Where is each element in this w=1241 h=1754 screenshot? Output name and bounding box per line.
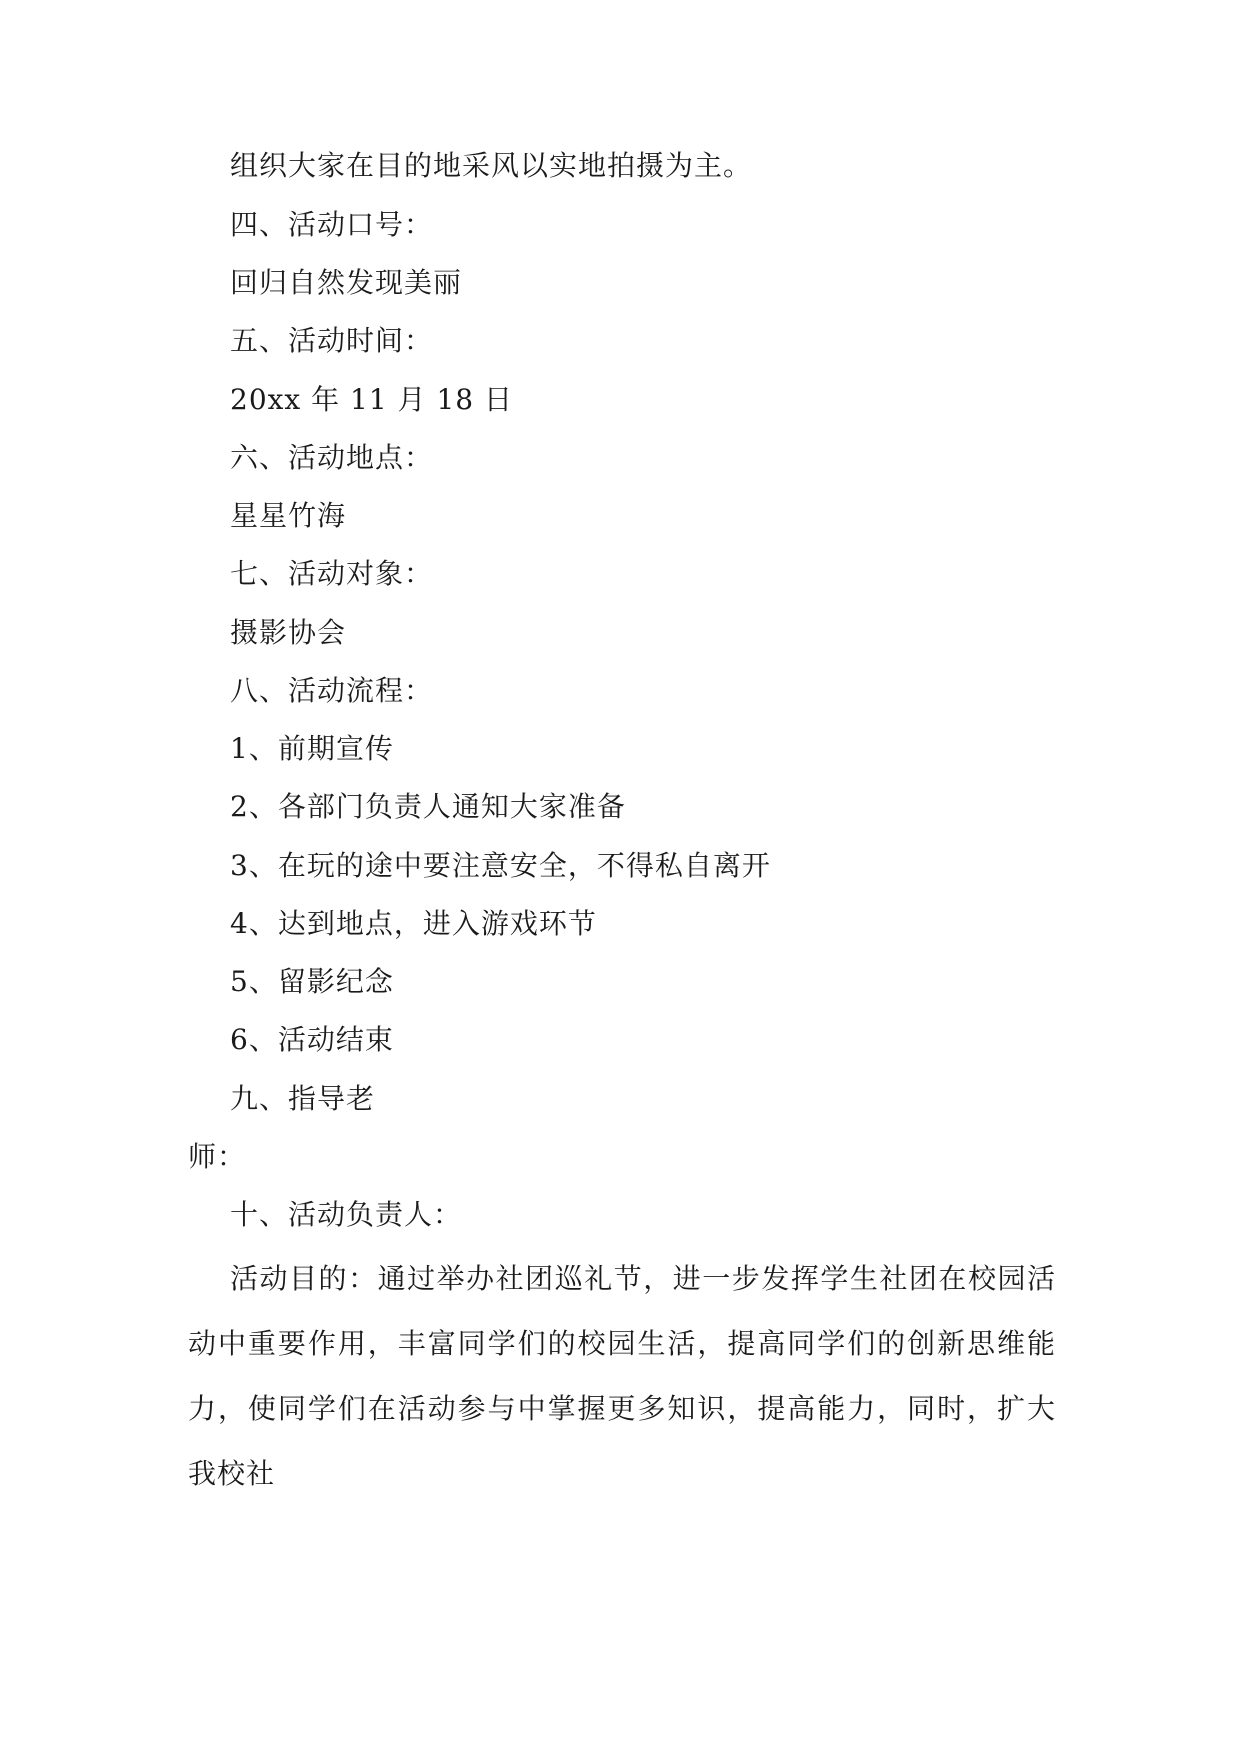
list-item: 5、留影纪念 xyxy=(230,965,394,998)
paragraph-line: 师： xyxy=(188,1140,247,1173)
paragraph-line: 组织大家在目的地采风以实地拍摄为主。 xyxy=(230,149,753,182)
list-item: 4、达到地点，进入游戏环节 xyxy=(230,907,597,940)
paragraph-line: 星星竹海 xyxy=(230,499,347,532)
paragraph-line: 20xx 年 11 月 18 日 xyxy=(230,383,513,416)
paragraph-line: 回归自然发现美丽 xyxy=(230,266,463,299)
body-paragraph: 活动目的：通过举办社团巡礼节，进一步发挥学生社团在校园活动中重要作用，丰富同学们的校园生活，提高同学们的创新思维能力，使同学们在活动参与中掌握更多知识，提高能力，同时，扩大我校社 xyxy=(188,1262,1056,1490)
section-heading-slogan: 四、活动口号： xyxy=(230,208,434,241)
list-item: 6、活动结束 xyxy=(230,1023,394,1056)
section-heading-lead: 十、活动负责人： xyxy=(230,1198,463,1231)
section-heading-process: 八、活动流程： xyxy=(230,674,434,707)
list-item: 2、各部门负责人通知大家准备 xyxy=(230,790,626,823)
paragraph-line: 摄影协会 xyxy=(230,616,347,649)
section-heading-time: 五、活动时间： xyxy=(230,324,434,357)
section-heading-audience: 七、活动对象： xyxy=(230,557,434,590)
section-heading-location: 六、活动地点： xyxy=(230,441,434,474)
list-item: 1、前期宣传 xyxy=(230,732,394,765)
section-heading-advisor: 九、指导老 xyxy=(230,1082,376,1115)
list-item: 3、在玩的途中要注意安全，不得私自离开 xyxy=(230,849,771,882)
